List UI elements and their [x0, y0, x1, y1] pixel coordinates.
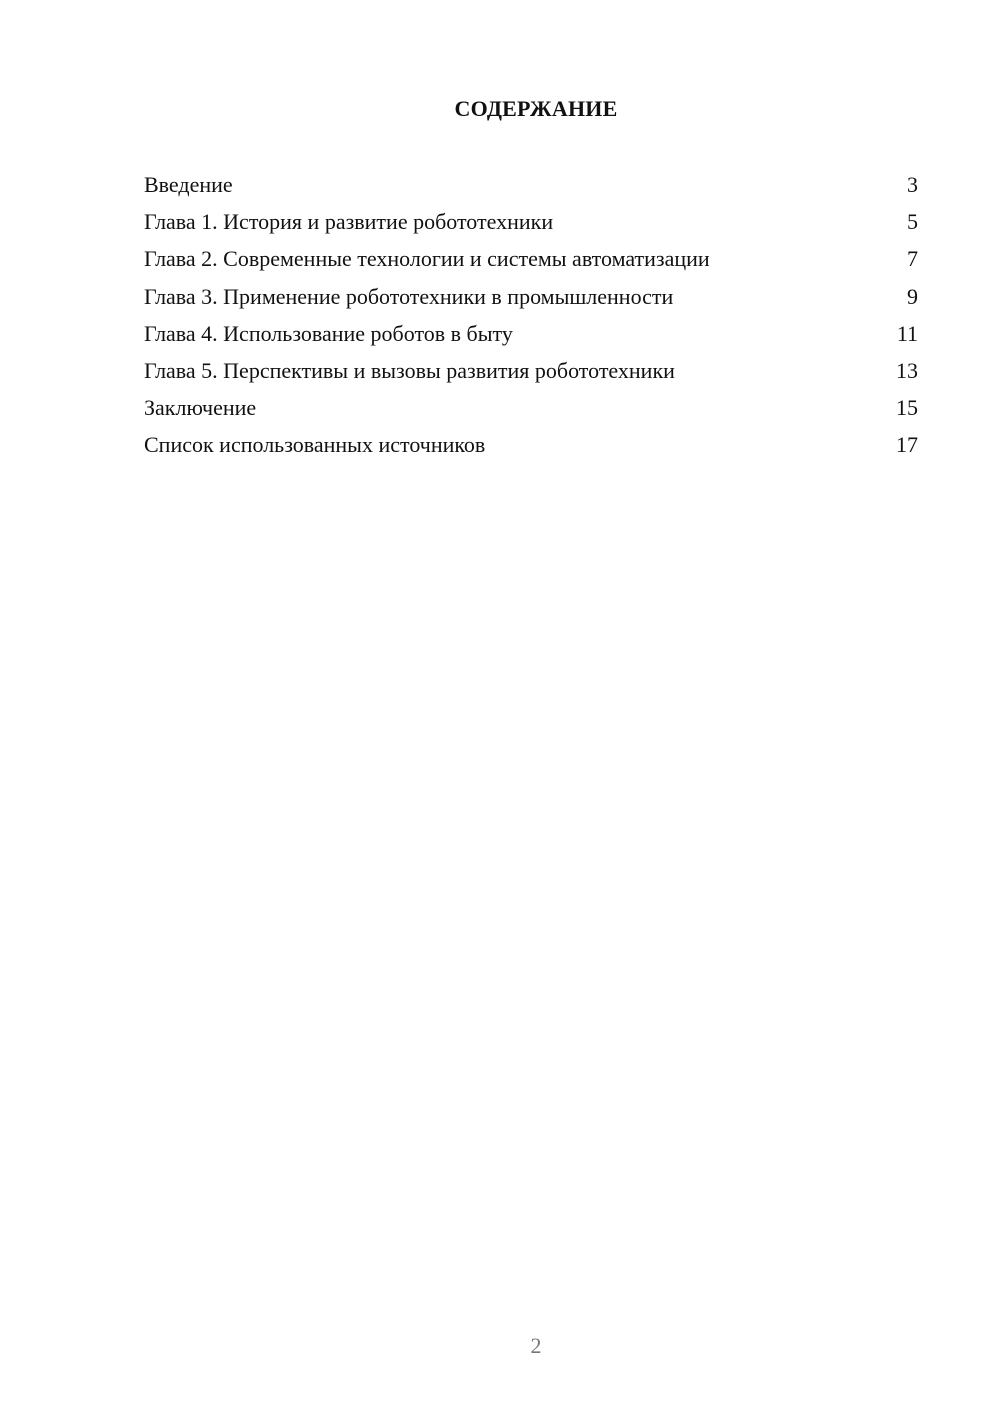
toc-entry-page: 11 — [896, 320, 918, 346]
toc-entry-label: Глава 4. Использование роботов в быту — [144, 320, 513, 346]
table-of-contents — [144, 168, 918, 466]
toc-entry-chapter-3 — [144, 280, 918, 317]
toc-entry-page: 17 — [896, 432, 918, 458]
toc-entry-label: Глава 2. Современные технологии и системы автоматизации — [144, 246, 710, 272]
toc-entry-label: Глава 5. Перспективы и вызовы развития робототехники — [144, 357, 675, 383]
toc-entry-chapter-5 — [144, 354, 918, 391]
toc-entry-page: 7 — [907, 246, 918, 272]
toc-entry-label: Глава 1. История и развитие робототехники — [144, 209, 554, 235]
toc-entry-chapter-4 — [144, 317, 918, 354]
toc-entry-references — [144, 428, 918, 465]
toc-entry-label: Список использованных источников — [144, 432, 486, 458]
page-title: СОДЕРЖАНИЕ — [454, 96, 618, 121]
toc-entry-chapter-2 — [144, 242, 918, 279]
toc-entry-page: 13 — [896, 357, 918, 383]
toc-entry-label: Введение — [144, 172, 233, 197]
toc-entry-page: 15 — [896, 395, 918, 421]
toc-entry-chapter-1 — [144, 205, 918, 242]
toc-entry-page: 9 — [907, 283, 918, 309]
page-number: 2 — [530, 1333, 542, 1358]
toc-entry-label: Заключение — [144, 395, 257, 421]
toc-entry-page: 5 — [907, 209, 918, 235]
toc-entry-introduction — [144, 168, 918, 205]
toc-entry-conclusion — [144, 391, 918, 428]
toc-entry-label: Глава 3. Применение робототехники в промышленности — [144, 283, 674, 309]
toc-entry-page: 3 — [907, 172, 918, 197]
